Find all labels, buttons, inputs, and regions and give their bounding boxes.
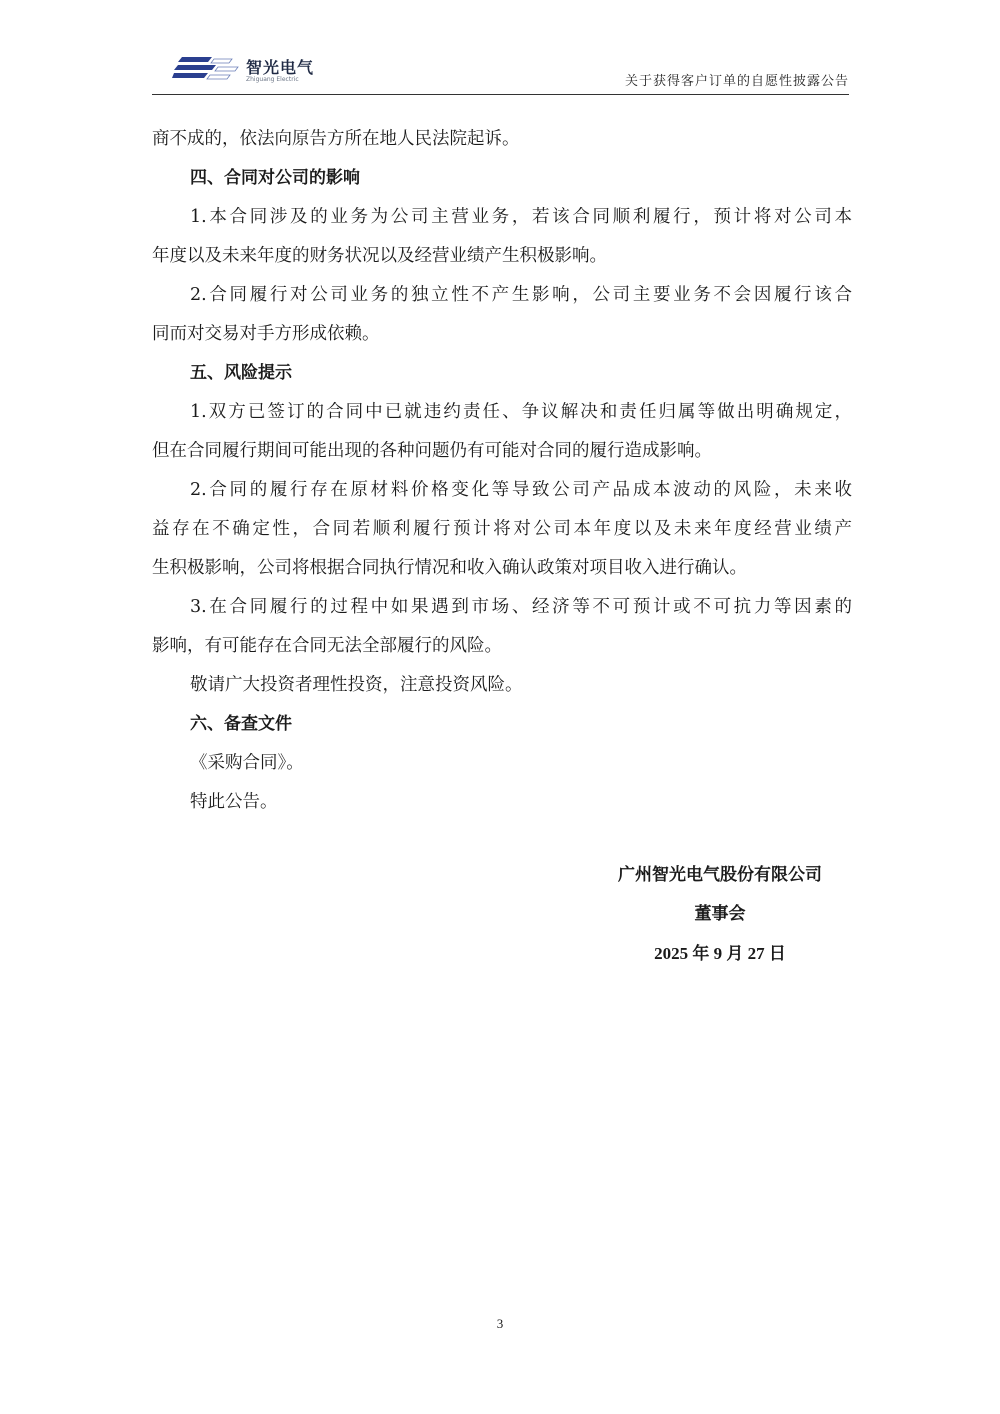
section-heading: 四、合同对公司的影响 [190,168,360,188]
signature-date: 2025 年 9 月 27 日 [654,944,786,963]
company-logo [172,52,347,92]
paragraph-line: 但在合同履行期间可能出现的各种问题仍有可能对合同的履行造成影响。 [152,441,712,461]
board-name: 董事会 [694,904,746,924]
paragraph-line: 2.合同的履行存在原材料价格变化等导致公司产品成本波动的风险，未来收 [190,480,852,500]
company-name: 广州智光电气股份有限公司 [618,865,822,885]
paragraph-line: 1.本合同涉及的业务为公司主营业务，若该合同顺利履行，预计将对公司本 [190,207,852,227]
logo-text-cn: 智光电气 [246,58,315,77]
page-number: 3 [496,1316,504,1331]
signature-block [560,856,880,973]
document-body [152,120,852,822]
header-divider [152,94,849,95]
document-title: 关于获得客户订单的自愿性披露公告 [624,74,849,89]
closing-statement: 特此公告。 [190,792,278,812]
paragraph-line: 年度以及未来年度的财务状况以及经营业绩产生积极影响。 [152,246,607,266]
paragraph-line: 生积极影响，公司将根据合同执行情况和收入确认政策对项目收入进行确认。 [152,558,747,578]
paragraph-line: 同而对交易对手方形成依赖。 [152,324,380,344]
logo-mark-icon [172,54,240,86]
page-header [152,42,849,98]
section-heading: 六、备查文件 [190,714,292,734]
logo-text-en: Zhiguang Electric [246,76,299,83]
paragraph-line: 益存在不确定性，合同若顺利履行预计将对公司本年度以及未来年度经营业绩产 [152,519,852,539]
section-heading: 五、风险提示 [190,363,292,383]
paragraph-line: 商不成的，依法向原告方所在地人民法院起诉。 [152,129,520,149]
paragraph-line: 2.合同履行对公司业务的独立性不产生影响，公司主要业务不会因履行该合 [190,285,852,305]
paragraph-line: 敬请广大投资者理性投资，注意投资风险。 [190,675,523,695]
paragraph-line: 3.在合同履行的过程中如果遇到市场、经济等不可预计或不可抗力等因素的 [190,597,852,617]
paragraph-line: 影响，有可能存在合同无法全部履行的风险。 [152,636,502,656]
paragraph-line: 1.双方已签订的合同中已就违约责任、争议解决和责任归属等做出明确规定， [190,402,852,422]
reference-document: 《采购合同》。 [190,753,304,773]
